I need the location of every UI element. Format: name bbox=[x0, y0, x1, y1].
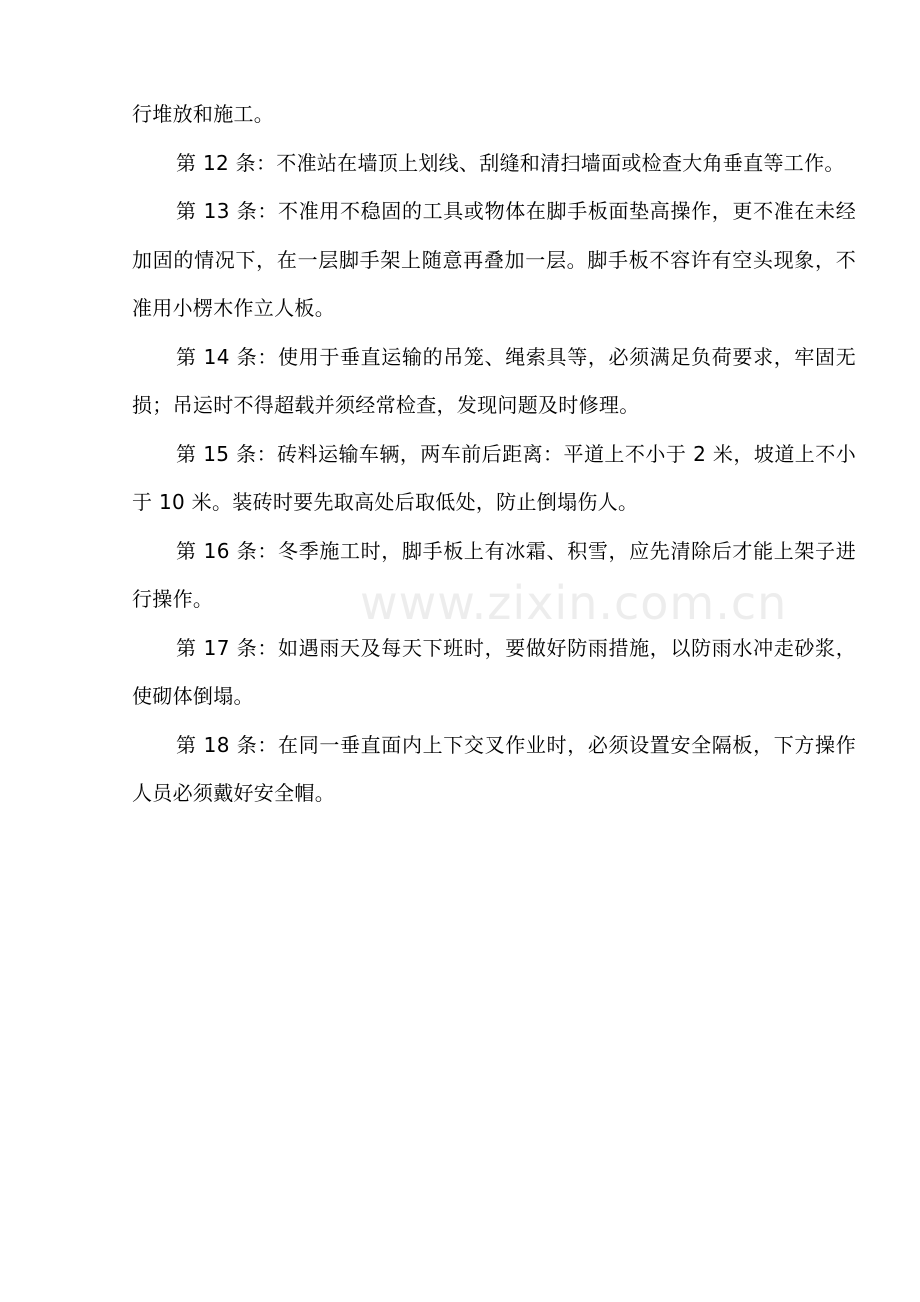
article-18: 第 18 条：在同一垂直面内上下交叉作业时，必须设置安全隔板，下方操作人员必须戴好安全帽。 bbox=[132, 732, 856, 805]
article-13: 第 13 条：不准用不稳固的工具或物体在脚手板面垫高操作，更不准在未经加固的情况下，在一层脚手架上随意再叠加一层。脚手板不容许有空头现象，不准用小楞木作立人板。 bbox=[132, 199, 856, 320]
article-14: 第 14 条：使用于垂直运输的吊笼、绳索具等，必须满足负荷要求，牢固无损；吊运时不得超载并须经常检查，发现问题及时修理。 bbox=[132, 344, 856, 417]
article-12: 第 12 条：不准站在墙顶上划线、刮缝和清扫墙面或检查大角垂直等工作。 bbox=[176, 150, 845, 175]
watermark: www.zixin.com.cn bbox=[360, 576, 788, 630]
document-body bbox=[132, 90, 856, 818]
article-15: 第 15 条：砖料运输车辆，两车前后距离：平道上不小于 2 米，坡道上不小于 10 米。装砖时要先取高处后取低处，防止倒塌伤人。 bbox=[132, 441, 856, 514]
paragraph-continuation: 行堆放和施工。 bbox=[132, 102, 275, 126]
article-17: 第 17 条：如遇雨天及每天下班时，要做好防雨措施，以防雨水冲走砂浆，使砌体倒塌。 bbox=[132, 635, 856, 708]
article-16: 第 16 条：冬季施工时，脚手板上有冰霜、积雪，应先清除后才能上架子进行操作。 bbox=[132, 538, 856, 611]
